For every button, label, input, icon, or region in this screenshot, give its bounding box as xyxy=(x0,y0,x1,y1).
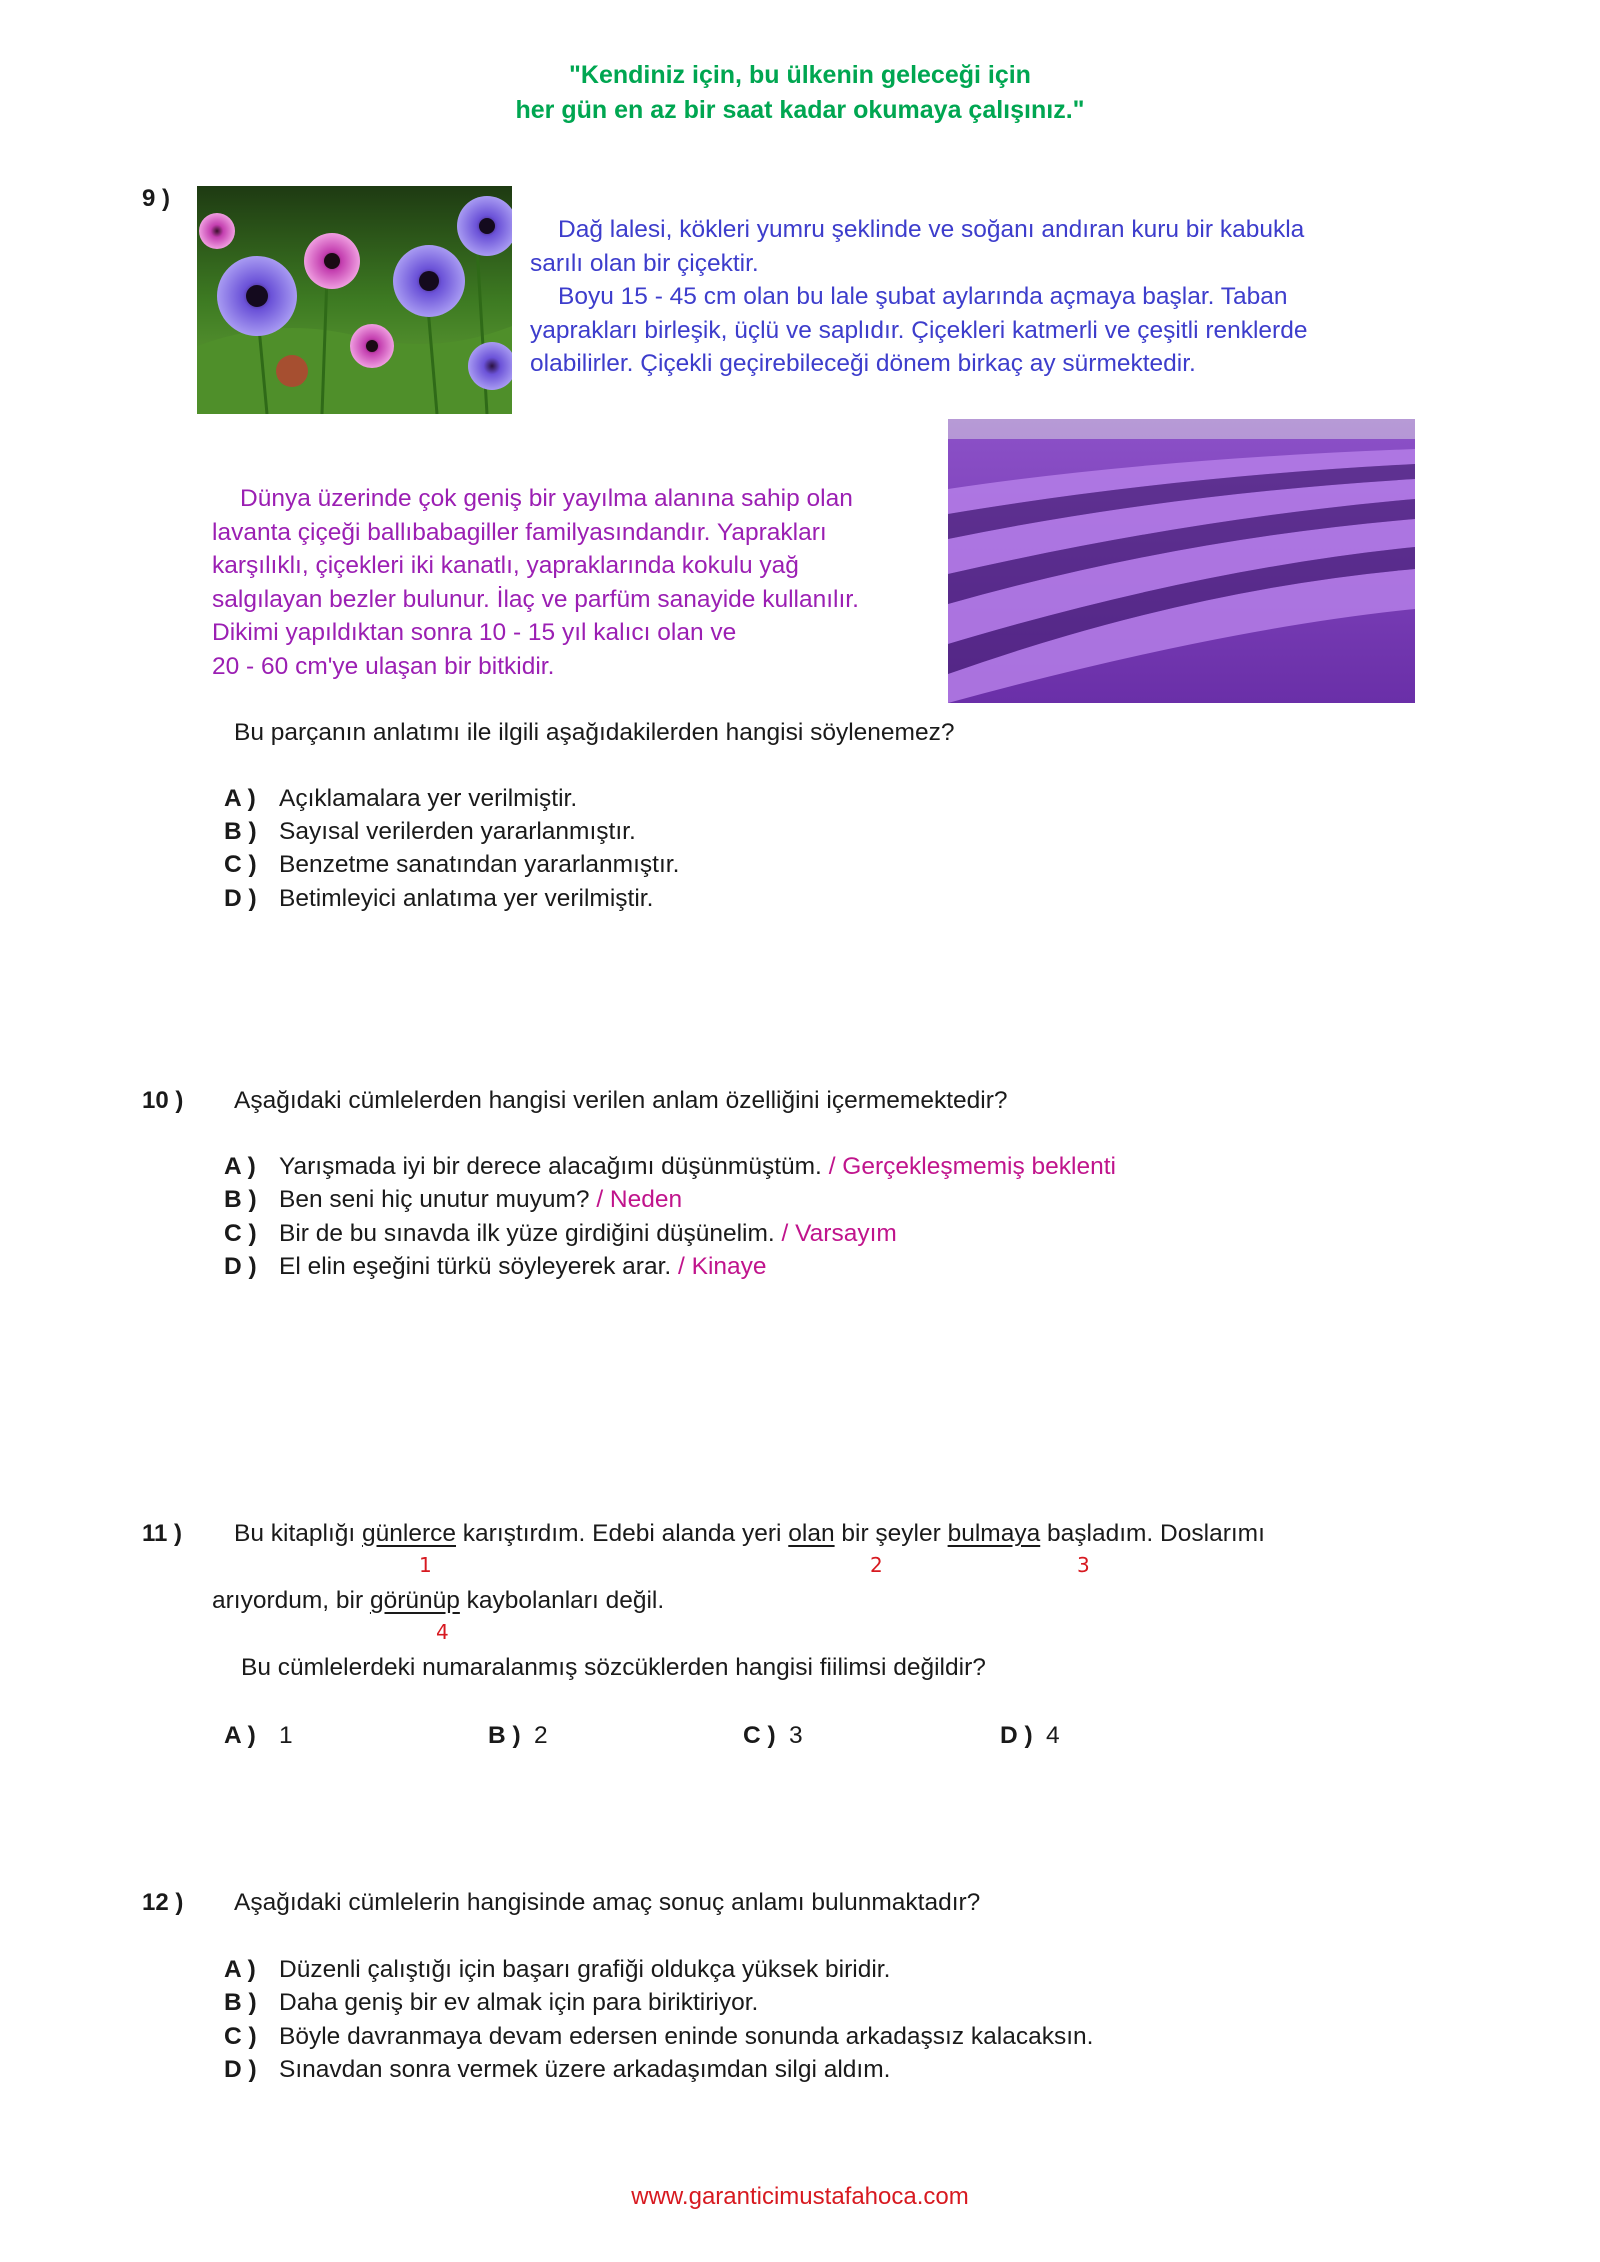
option-letter: D ) xyxy=(224,1253,257,1280)
option-text: Betimleyici anlatıma yer verilmiştir. xyxy=(279,885,654,912)
option-tag: / Varsayım xyxy=(781,1220,897,1247)
q10-option-c[interactable] xyxy=(224,1217,897,1251)
quote-line-2: her gün en az bir saat kadar okumaya çalışınız." xyxy=(515,96,1085,124)
anemone-line: sarılı olan bir çiçektir. xyxy=(530,249,759,277)
question-11-line-1 xyxy=(234,1517,1265,1551)
option-text: Yarışmada iyi bir derece alacağımı düşünmüştüm. xyxy=(279,1153,822,1180)
option-letter: A ) xyxy=(224,1153,256,1180)
option-letter: D ) xyxy=(224,885,257,912)
q12-option-d[interactable] xyxy=(224,2053,890,2087)
question-10-number: 10 ) xyxy=(142,1087,184,1114)
option-text: El elin eşeğini türkü söyleyerek arar. xyxy=(279,1253,672,1280)
option-text: 2 xyxy=(534,1722,548,1749)
lavender-photo xyxy=(948,419,1415,703)
q12-option-c[interactable] xyxy=(224,2020,1093,2054)
option-letter: B ) xyxy=(224,1186,257,1213)
option-text: Ben seni hiç unutur muyum? xyxy=(279,1186,590,1213)
question-10-text: Aşağıdaki cümlelerden hangisi verilen anlam özelliğini içermemektedir? xyxy=(234,1087,1008,1114)
text-segment: Bu kitaplığı xyxy=(234,1520,363,1547)
option-text: Bir de bu sınavda ilk yüze girdiğini düşünelim. xyxy=(279,1220,775,1247)
option-letter: A ) xyxy=(224,1722,256,1749)
text-segment: bir şeyler xyxy=(834,1520,948,1547)
q11-option-d[interactable] xyxy=(1000,1719,1060,1753)
q9-option-d[interactable] xyxy=(224,882,653,916)
question-12-number: 12 ) xyxy=(142,1889,184,1916)
option-text: Böyle davranmaya devam edersen eninde sonunda arkadaşsız kalacaksın. xyxy=(279,2023,1094,2050)
option-text: 1 xyxy=(279,1722,293,1749)
numbered-word-1: günlerce xyxy=(362,1520,456,1547)
question-11-text: Bu cümlelerdeki numaralanmış sözcüklerden hangisi fiilimsi değildir? xyxy=(241,1654,986,1681)
option-letter: B ) xyxy=(488,1722,521,1749)
footer-website-link[interactable]: www.garanticimustafahoca.com xyxy=(631,2183,969,2210)
option-letter: B ) xyxy=(224,818,257,845)
anemone-line: Dağ lalesi, kökleri yumru şeklinde ve soğanı andıran kuru bir kabukla xyxy=(558,216,1305,243)
option-text: Açıklamalara yer verilmiştir. xyxy=(279,785,578,812)
anemone-line: Boyu 15 - 45 cm olan bu lale şubat aylarında açmaya başlar. Taban xyxy=(558,283,1288,310)
q10-option-d[interactable] xyxy=(224,1250,767,1284)
question-11-line-2 xyxy=(212,1584,664,1618)
option-text: Sayısal verilerden yararlanmıştır. xyxy=(279,818,636,845)
option-text: Sınavdan sonra vermek üzere arkadaşımdan silgi aldım. xyxy=(279,2056,891,2083)
marker-1: 1 xyxy=(419,1553,432,1577)
option-letter: C ) xyxy=(743,1722,776,1749)
anemone-paragraph xyxy=(530,213,1430,381)
lavender-line: karşılıklı, çiçekleri iki kanatlı, yapraklarında kokulu yağ xyxy=(212,552,799,579)
question-9-number: 9 ) xyxy=(142,185,171,212)
q10-option-a[interactable] xyxy=(224,1150,1116,1184)
option-letter: B ) xyxy=(224,1989,257,2016)
question-9-text: Bu parçanın anlatımı ile ilgili aşağıdakilerden hangisi söylenemez? xyxy=(234,719,955,746)
lavender-line: Dünya üzerinde çok geniş bir yayılma alanına sahip olan xyxy=(240,485,853,512)
question-11-number: 11 ) xyxy=(142,1520,183,1547)
lavender-line: 20 - 60 cm'ye ulaşan bir bitkidir. xyxy=(212,652,555,680)
text-segment: başladım. Doslarımı xyxy=(1040,1520,1265,1547)
text-segment: karıştırdım. Edebi alanda yeri xyxy=(456,1520,789,1547)
q9-option-b[interactable] xyxy=(224,815,636,849)
option-letter: A ) xyxy=(224,1956,256,1983)
q12-option-a[interactable] xyxy=(224,1953,890,1987)
q12-option-b[interactable] xyxy=(224,1986,758,2020)
option-letter: D ) xyxy=(224,2056,257,2083)
text-segment: kaybolanları değil. xyxy=(459,1587,665,1614)
option-text: 3 xyxy=(789,1722,803,1749)
q9-option-c[interactable] xyxy=(224,848,679,882)
numbered-word-3: bulmaya xyxy=(947,1520,1041,1547)
marker-4: 4 xyxy=(436,1620,449,1644)
option-text: Benzetme sanatından yararlanmıştır. xyxy=(279,851,680,878)
option-letter: A ) xyxy=(224,785,256,812)
marker-2: 2 xyxy=(870,1553,883,1577)
lavender-paragraph xyxy=(212,482,942,683)
q9-option-a[interactable] xyxy=(224,782,577,816)
option-text: 4 xyxy=(1046,1722,1060,1749)
lavender-line: lavanta çiçeği ballıbabagiller familyasındandır. Yaprakları xyxy=(212,518,827,546)
numbered-word-4: görünüp xyxy=(369,1587,460,1614)
q10-option-b[interactable] xyxy=(224,1183,682,1217)
option-letter: C ) xyxy=(224,1220,257,1247)
option-text: Düzenli çalıştığı için başarı grafiği oldukça yüksek biridir. xyxy=(279,1956,891,1983)
numbered-word-2: olan xyxy=(788,1520,835,1547)
option-letter: D ) xyxy=(1000,1722,1033,1749)
option-text: Daha geniş bir ev almak için para biriktiriyor. xyxy=(279,1989,759,2016)
option-tag: / Neden xyxy=(596,1186,683,1213)
option-tag: / Kinaye xyxy=(678,1253,767,1280)
option-letter: C ) xyxy=(224,2023,257,2050)
anemone-photo xyxy=(197,186,512,414)
lavender-line: Dikimi yapıldıktan sonra 10 - 15 yıl kalıcı olan ve xyxy=(212,619,737,646)
q11-option-c[interactable] xyxy=(743,1719,803,1753)
option-tag: / Gerçekleşmemiş beklenti xyxy=(828,1153,1116,1180)
anemone-line: yaprakları birleşik, üçlü ve saplıdır. Çiçekleri katmerli ve çeşitli renklerde xyxy=(530,316,1308,344)
quote-line-1: "Kendiniz için, bu ülkenin geleceği için xyxy=(569,61,1031,89)
q11-option-b[interactable] xyxy=(488,1719,548,1753)
anemone-line: olabilirler. Çiçekli geçirebileceği dönem birkaç ay sürmektedir. xyxy=(530,350,1196,377)
q11-option-a[interactable] xyxy=(224,1719,293,1753)
option-letter: C ) xyxy=(224,851,257,878)
marker-3: 3 xyxy=(1077,1553,1090,1577)
text-segment: arıyordum, bir xyxy=(212,1587,370,1614)
lavender-line: salgılayan bezler bulunur. İlaç ve parfüm sanayide kullanılır. xyxy=(212,585,859,613)
question-12-text: Aşağıdaki cümlelerin hangisinde amaç sonuç anlamı bulunmaktadır? xyxy=(234,1889,981,1916)
